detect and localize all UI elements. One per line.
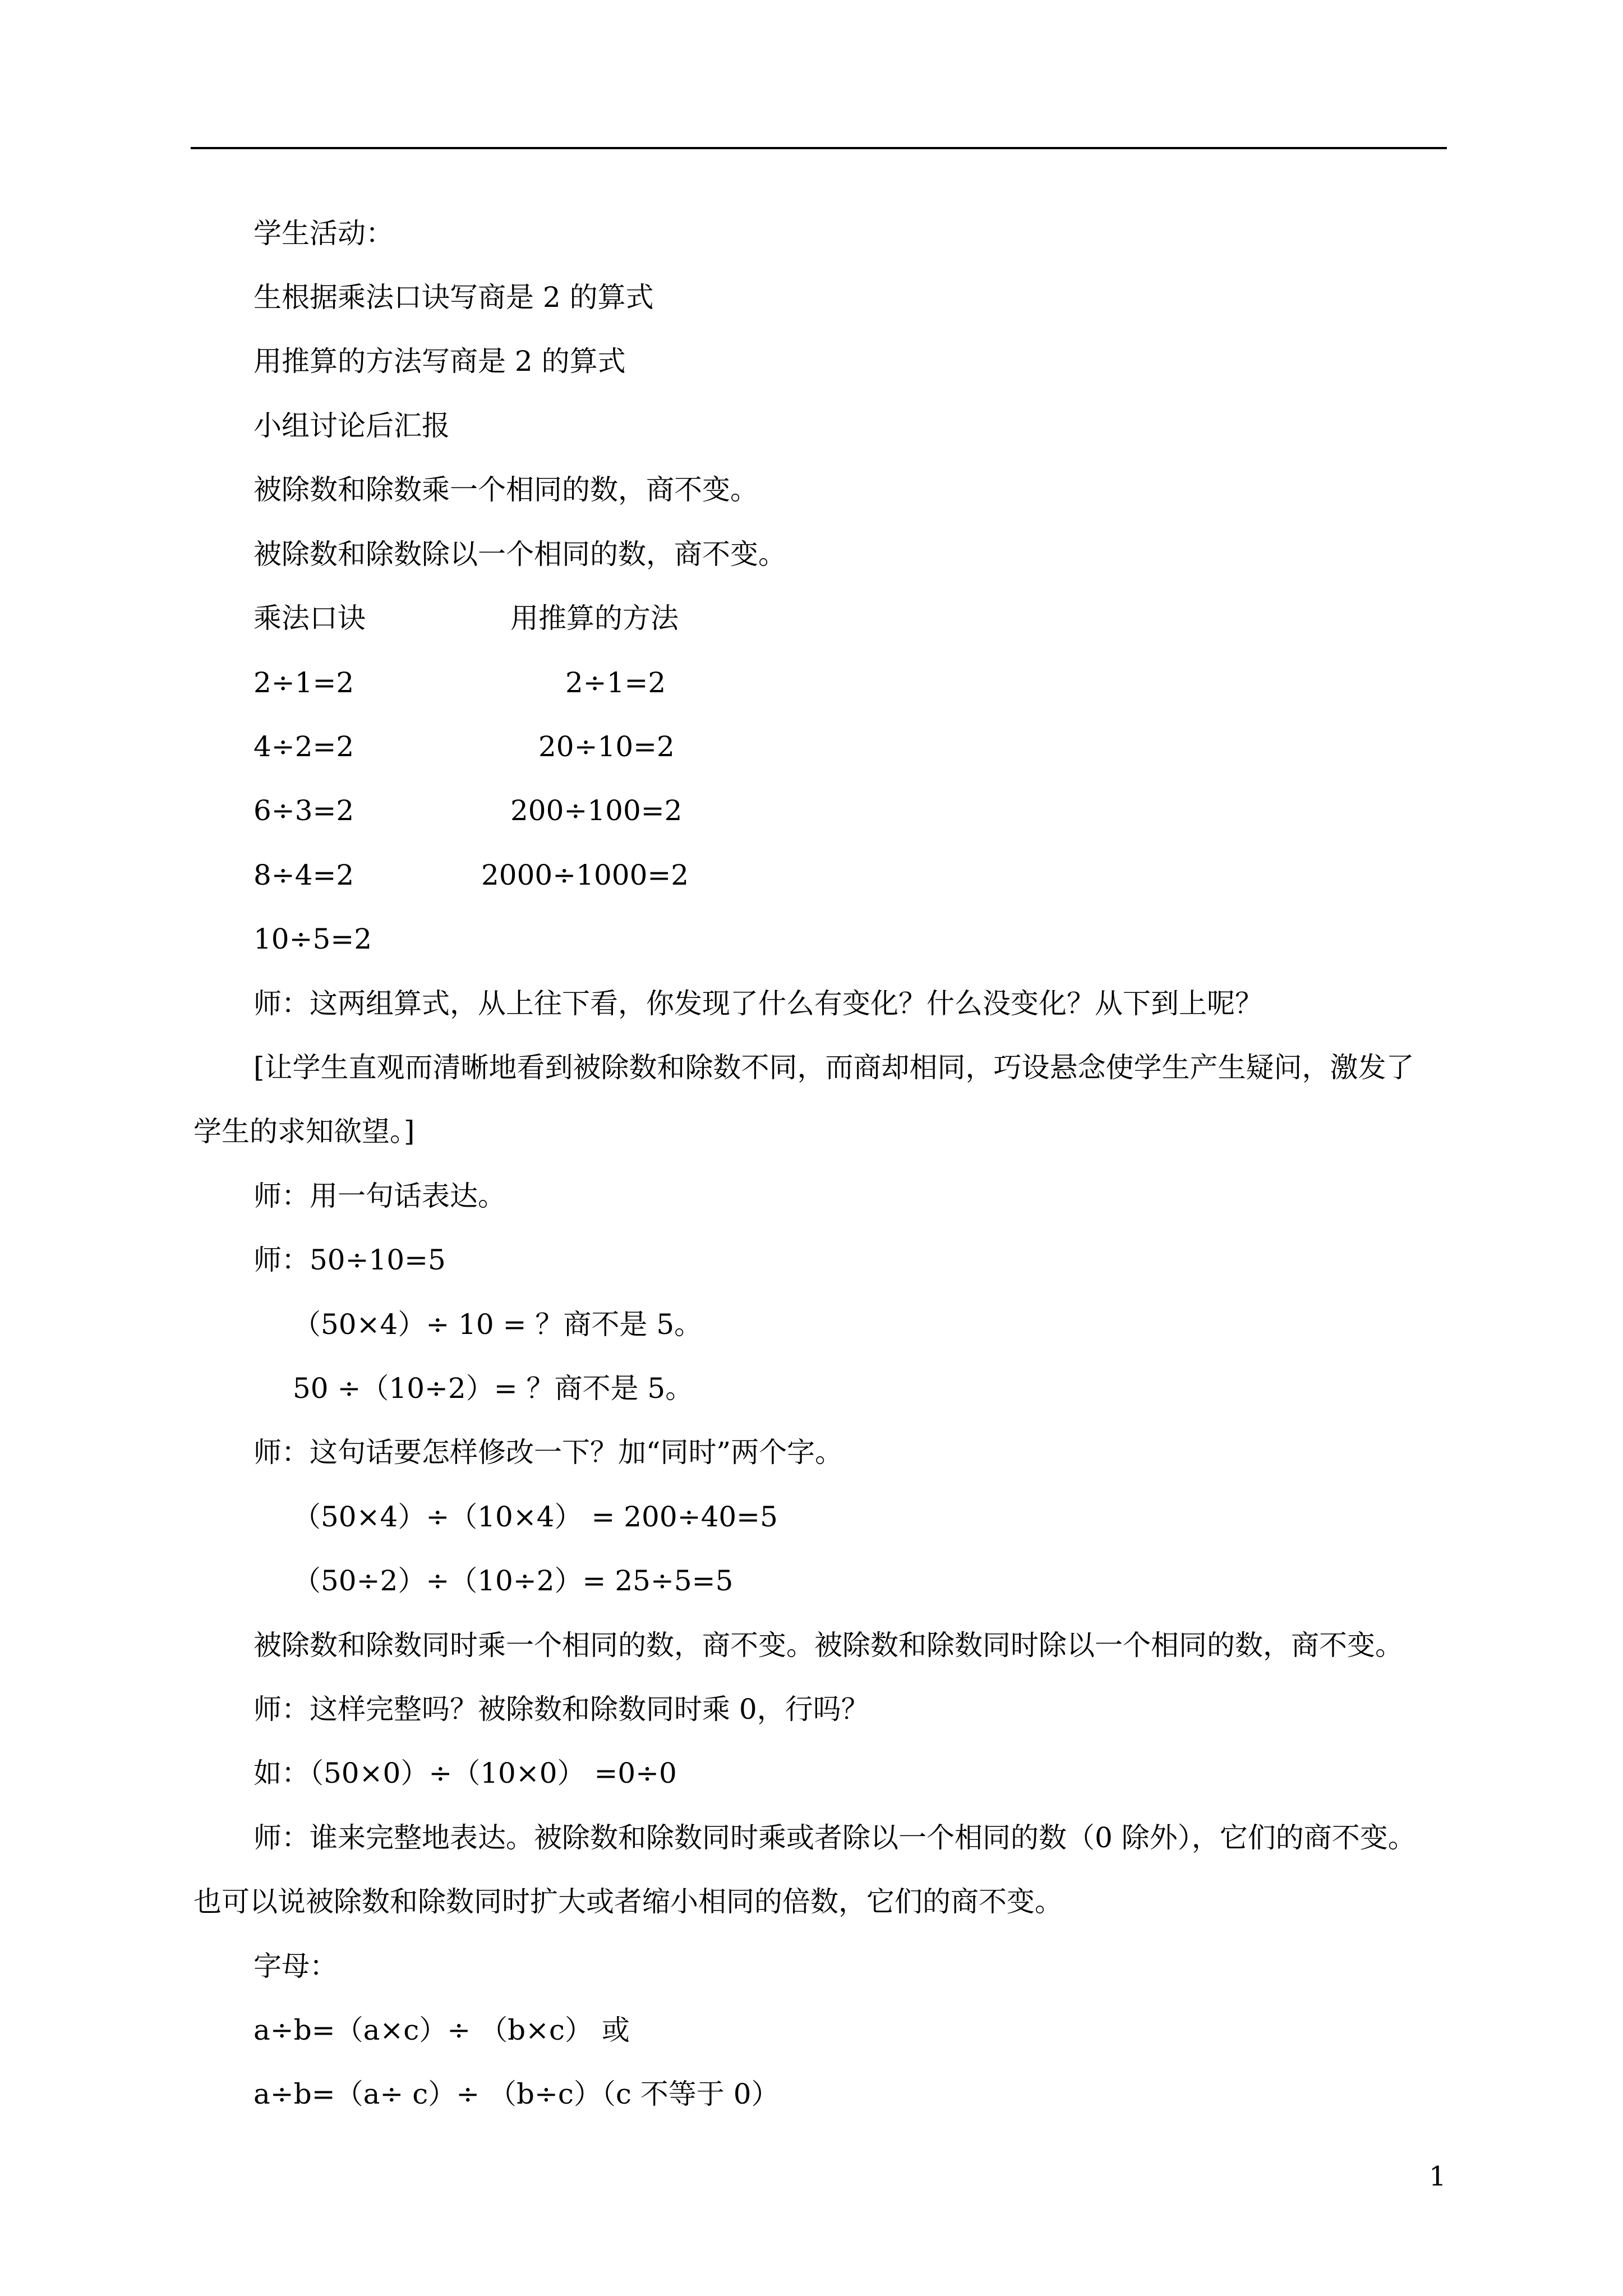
equation-col1: 8÷4=2 xyxy=(253,859,354,891)
text-line: 被除数和除数同时乘一个相同的数，商不变。被除数和除数同时除以一个相同的数，商不变。 xyxy=(253,1629,1403,1662)
text-line: a÷b=（a÷ c）÷ （b÷c）（c 不等于 0） xyxy=(253,2078,780,2110)
text-line: 生根据乘法口诀写商是 2 的算式 xyxy=(253,281,654,314)
text-line: 字母： xyxy=(253,1950,338,1982)
page-number: 1 xyxy=(1429,2161,1446,2192)
text-line: 师：这样完整吗？被除数和除数同时乘 0，行吗？ xyxy=(253,1693,869,1726)
text-line: 师：这两组算式，从上往下看，你发现了什么有变化？什么没变化？从下到上呢？ xyxy=(253,987,1263,1020)
text-line: 被除数和除数乘一个相同的数，商不变。 xyxy=(253,473,758,506)
text-line: 师：50÷10=5 xyxy=(253,1244,446,1276)
equation-col1: 2÷1=2 xyxy=(253,666,354,699)
header-rule xyxy=(191,147,1447,149)
equation-col2: 20÷10=2 xyxy=(538,730,675,763)
table-header-deduction: 用推算的方法 xyxy=(510,602,679,634)
text-line: [让学生直观而清晰地看到被除数和除数不同，而商却相同，巧设悬念使学生产生疑问，激发了 xyxy=(253,1051,1414,1084)
equation-col2: 200÷100=2 xyxy=(510,794,683,827)
text-line: （50×4）÷（10×4） = 200÷40=5 xyxy=(293,1501,778,1533)
equation-col1: 10÷5=2 xyxy=(253,923,372,955)
equation-col1: 6÷3=2 xyxy=(253,794,354,827)
text-line: 师：用一句话表达。 xyxy=(253,1180,506,1212)
text-line: 被除数和除数除以一个相同的数，商不变。 xyxy=(253,538,786,570)
text-line: 小组讨论后汇报 xyxy=(253,409,450,442)
text-line: （50×4）÷ 10 = ？商不是 5。 xyxy=(293,1308,703,1341)
text-line: 师：谁来完整地表达。被除数和除数同时乘或者除以一个相同的数（0 除外），它们的商不变。 xyxy=(253,1821,1416,1854)
text-line: 师：这句话要怎样修改一下？加“同时”两个字。 xyxy=(253,1436,843,1469)
text-line: （50÷2）÷（10÷2）= 25÷5=5 xyxy=(293,1565,734,1597)
equation-col2: 2÷1=2 xyxy=(565,666,666,699)
equation-col2: 2000÷1000=2 xyxy=(481,859,689,891)
table-header-multiplication: 乘法口诀 xyxy=(253,602,366,634)
text-line: 如：（50×0）÷（10×0） =0÷0 xyxy=(253,1757,677,1789)
text-line: 学生的求知欲望。] xyxy=(193,1115,415,1148)
text-line: a÷b=（a×c）÷ （b×c） 或 xyxy=(253,2014,630,2046)
equation-col1: 4÷2=2 xyxy=(253,730,354,763)
text-line: 学生活动： xyxy=(253,217,394,250)
text-line: 也可以说被除数和除数同时扩大或者缩小相同的倍数，它们的商不变。 xyxy=(193,1885,1063,1918)
text-line: 50 ÷（10÷2）= ？商不是 5。 xyxy=(293,1372,694,1405)
text-line: 用推算的方法写商是 2 的算式 xyxy=(253,345,626,378)
